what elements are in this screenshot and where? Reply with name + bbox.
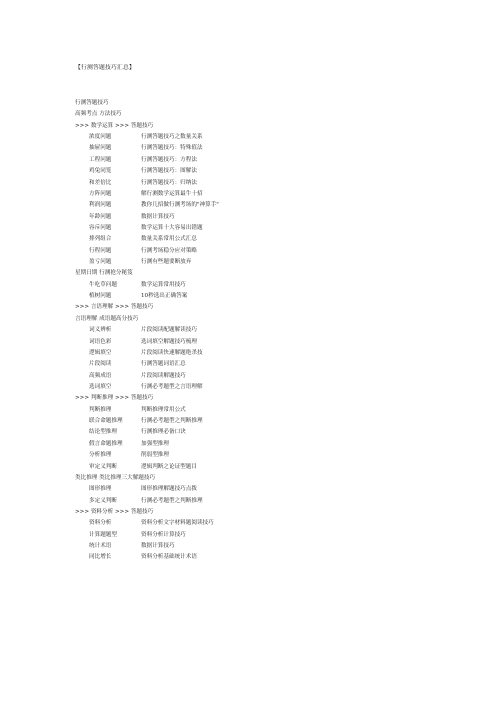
- tip-link[interactable]: 图形推理解题技巧点拨: [141, 486, 197, 493]
- topic-name[interactable]: 结论型推理: [89, 429, 117, 436]
- topic-name[interactable]: 年龄问题: [89, 213, 112, 220]
- section-heading-line: [75, 302, 455, 313]
- section-heading-line: [75, 121, 455, 132]
- topic-row: [75, 189, 455, 200]
- topic-name[interactable]: 选词填空: [89, 383, 112, 390]
- topic-row: [75, 212, 455, 223]
- topic-row: [75, 246, 455, 257]
- topic-name[interactable]: 和差倍比: [89, 179, 112, 186]
- tip-link[interactable]: 行测答题技巧：图解法: [141, 168, 197, 175]
- topic-name[interactable]: 排列组合: [89, 236, 112, 243]
- heading-text: >>> 言语理解 >>> 答题技巧: [75, 304, 154, 311]
- topic-row: [75, 530, 455, 541]
- tip-link[interactable]: 行测有些题要断放弃: [141, 259, 192, 266]
- topic-row: [75, 462, 455, 473]
- section-heading-line: [75, 268, 455, 279]
- tip-link[interactable]: 资料分析计算技巧: [141, 531, 186, 538]
- topic-name[interactable]: 行程问题: [89, 247, 112, 254]
- section-heading-line: [75, 507, 455, 518]
- heading-text: 类比推理 类比推理三大解题技巧: [75, 474, 156, 481]
- tip-link[interactable]: 片段阅读配题解读技巧: [141, 327, 197, 334]
- topic-row: [75, 416, 455, 427]
- topic-name[interactable]: 抽屉问题: [89, 145, 112, 152]
- heading-text: 行测答题技巧: [75, 100, 109, 106]
- topic-name[interactable]: 片段阅读: [89, 361, 112, 368]
- topic-name[interactable]: 资料分析: [89, 520, 112, 527]
- topic-row: [75, 382, 455, 393]
- topic-name[interactable]: 判断推理: [89, 406, 112, 413]
- section-heading-line: [75, 393, 455, 404]
- topic-name[interactable]: 同比增长: [89, 554, 112, 561]
- topic-name[interactable]: 联合命题推理: [89, 418, 123, 425]
- topic-row: [75, 439, 455, 450]
- topic-row: [75, 427, 455, 438]
- heading-text: >>> 数学运算 >>> 答题技巧: [75, 122, 154, 129]
- heading-text: 言语理解 成语题高分技巧: [75, 315, 139, 322]
- tip-link[interactable]: 削弱型推理: [141, 452, 169, 459]
- tip-link[interactable]: 教你几招做行测考场的"神算手": [141, 202, 219, 209]
- tip-link[interactable]: 片段阅读解题技巧: [141, 372, 186, 379]
- tip-link[interactable]: 判断推理常用公式: [141, 406, 186, 413]
- topic-row: [75, 132, 455, 143]
- tip-link[interactable]: 逻辑判断之论证型题目: [141, 463, 197, 470]
- topic-name[interactable]: 盈亏问题: [89, 259, 112, 266]
- topic-row: [75, 178, 455, 189]
- topic-row: [75, 552, 455, 563]
- tip-link[interactable]: 行测答题技巧：特殊值法: [141, 145, 203, 152]
- topic-name[interactable]: 容斥问题: [89, 224, 112, 231]
- tip-link[interactable]: 数据计算技巧: [141, 213, 175, 220]
- topic-row: [75, 405, 455, 416]
- topic-row: [75, 359, 455, 370]
- topic-name[interactable]: 词义辨析: [89, 327, 112, 334]
- tip-link[interactable]: 加强型推理: [141, 440, 169, 447]
- topic-row: [75, 291, 455, 302]
- tip-link[interactable]: 选词填空解题技巧梳理: [141, 338, 197, 345]
- topic-row: [75, 541, 455, 552]
- topic-row: [75, 484, 455, 495]
- topic-row: [75, 337, 455, 348]
- tip-link[interactable]: 数学运算常用技巧: [141, 281, 186, 288]
- topic-name[interactable]: 多定义判断: [89, 497, 117, 504]
- heading-text: 高频考点 方法技巧: [75, 111, 122, 118]
- tip-link[interactable]: 解行测数学运算最牛十招: [141, 190, 203, 197]
- heading-text: >>> 判断推理 >>> 答题技巧: [75, 395, 154, 402]
- topic-name[interactable]: 方阵问题: [89, 190, 112, 197]
- topic-name[interactable]: 工程问题: [89, 156, 112, 163]
- topic-name[interactable]: 计算题题型: [89, 531, 117, 538]
- tip-link[interactable]: 行测考场稳分应对策略: [141, 247, 197, 254]
- topic-row: [75, 143, 455, 154]
- document-title: 【行测答题技巧汇总】: [75, 65, 135, 71]
- section-heading-line: [75, 109, 455, 120]
- document-body: [75, 98, 455, 564]
- topic-name[interactable]: 统计术语: [89, 543, 112, 550]
- topic-name[interactable]: 利润问题: [89, 202, 112, 209]
- topic-row: [75, 348, 455, 359]
- topic-row: [75, 450, 455, 461]
- tip-link[interactable]: 数据计算技巧: [141, 543, 175, 550]
- tip-link[interactable]: 数学运算十大容易出错题: [141, 224, 203, 231]
- topic-row: [75, 166, 455, 177]
- topic-row: [75, 257, 455, 268]
- topic-name[interactable]: 假言命题推理: [89, 440, 123, 447]
- tip-link[interactable]: 行测必考题型之判断推理: [141, 418, 203, 425]
- tip-link[interactable]: 行测答题词语汇总: [141, 361, 186, 368]
- tip-link[interactable]: 行测答题技巧：归纳法: [141, 179, 197, 186]
- topic-name[interactable]: 牛吃草问题: [89, 281, 117, 288]
- tip-link[interactable]: 资料分析基础统计术语: [141, 554, 197, 561]
- topic-name[interactable]: 浓度问题: [89, 134, 112, 141]
- tip-link[interactable]: 资料分析文字材料题阅读技巧: [141, 520, 214, 527]
- tip-link[interactable]: 行测答题技巧之数量关系: [141, 134, 203, 141]
- topic-name[interactable]: 逻辑填空: [89, 349, 112, 356]
- heading-text: 星期日期 行测抢分秘笈: [75, 270, 133, 277]
- topic-name[interactable]: 审定义判断: [89, 463, 117, 470]
- section-heading-line: [75, 98, 455, 109]
- section-heading-line: [75, 314, 455, 325]
- tip-link[interactable]: 行测必考题型之言语理解: [141, 383, 203, 390]
- heading-text: >>> 资料分析 >>> 答题技巧: [75, 508, 154, 515]
- section-heading-line: [75, 473, 455, 484]
- topic-name[interactable]: 词语色彩: [89, 338, 112, 345]
- tip-link[interactable]: 行测推理必备口诀: [141, 429, 186, 436]
- tip-link[interactable]: 行测必考题型之判断推理: [141, 497, 203, 504]
- tip-link[interactable]: 数量关系常用公式汇总: [141, 236, 197, 243]
- topic-row: [75, 280, 455, 291]
- topic-row: [75, 155, 455, 166]
- topic-row: [75, 496, 455, 507]
- topic-row: [75, 325, 455, 336]
- tip-link[interactable]: 10秒选出正确答案: [141, 293, 188, 300]
- tip-link[interactable]: 行测答题技巧：方程法: [141, 156, 197, 163]
- topic-name[interactable]: 高频成语: [89, 372, 112, 379]
- topic-name[interactable]: 鸡兔同笼: [89, 168, 112, 175]
- topic-row: [75, 200, 455, 211]
- topic-row: [75, 518, 455, 529]
- topic-name[interactable]: 分析推理: [89, 452, 112, 459]
- topic-row: [75, 371, 455, 382]
- topic-name[interactable]: 植树问题: [89, 293, 112, 300]
- topic-row: [75, 234, 455, 245]
- topic-name[interactable]: 图形推理: [89, 486, 112, 493]
- topic-row: [75, 223, 455, 234]
- tip-link[interactable]: 片段阅读快速解题绝杀技: [141, 349, 203, 356]
